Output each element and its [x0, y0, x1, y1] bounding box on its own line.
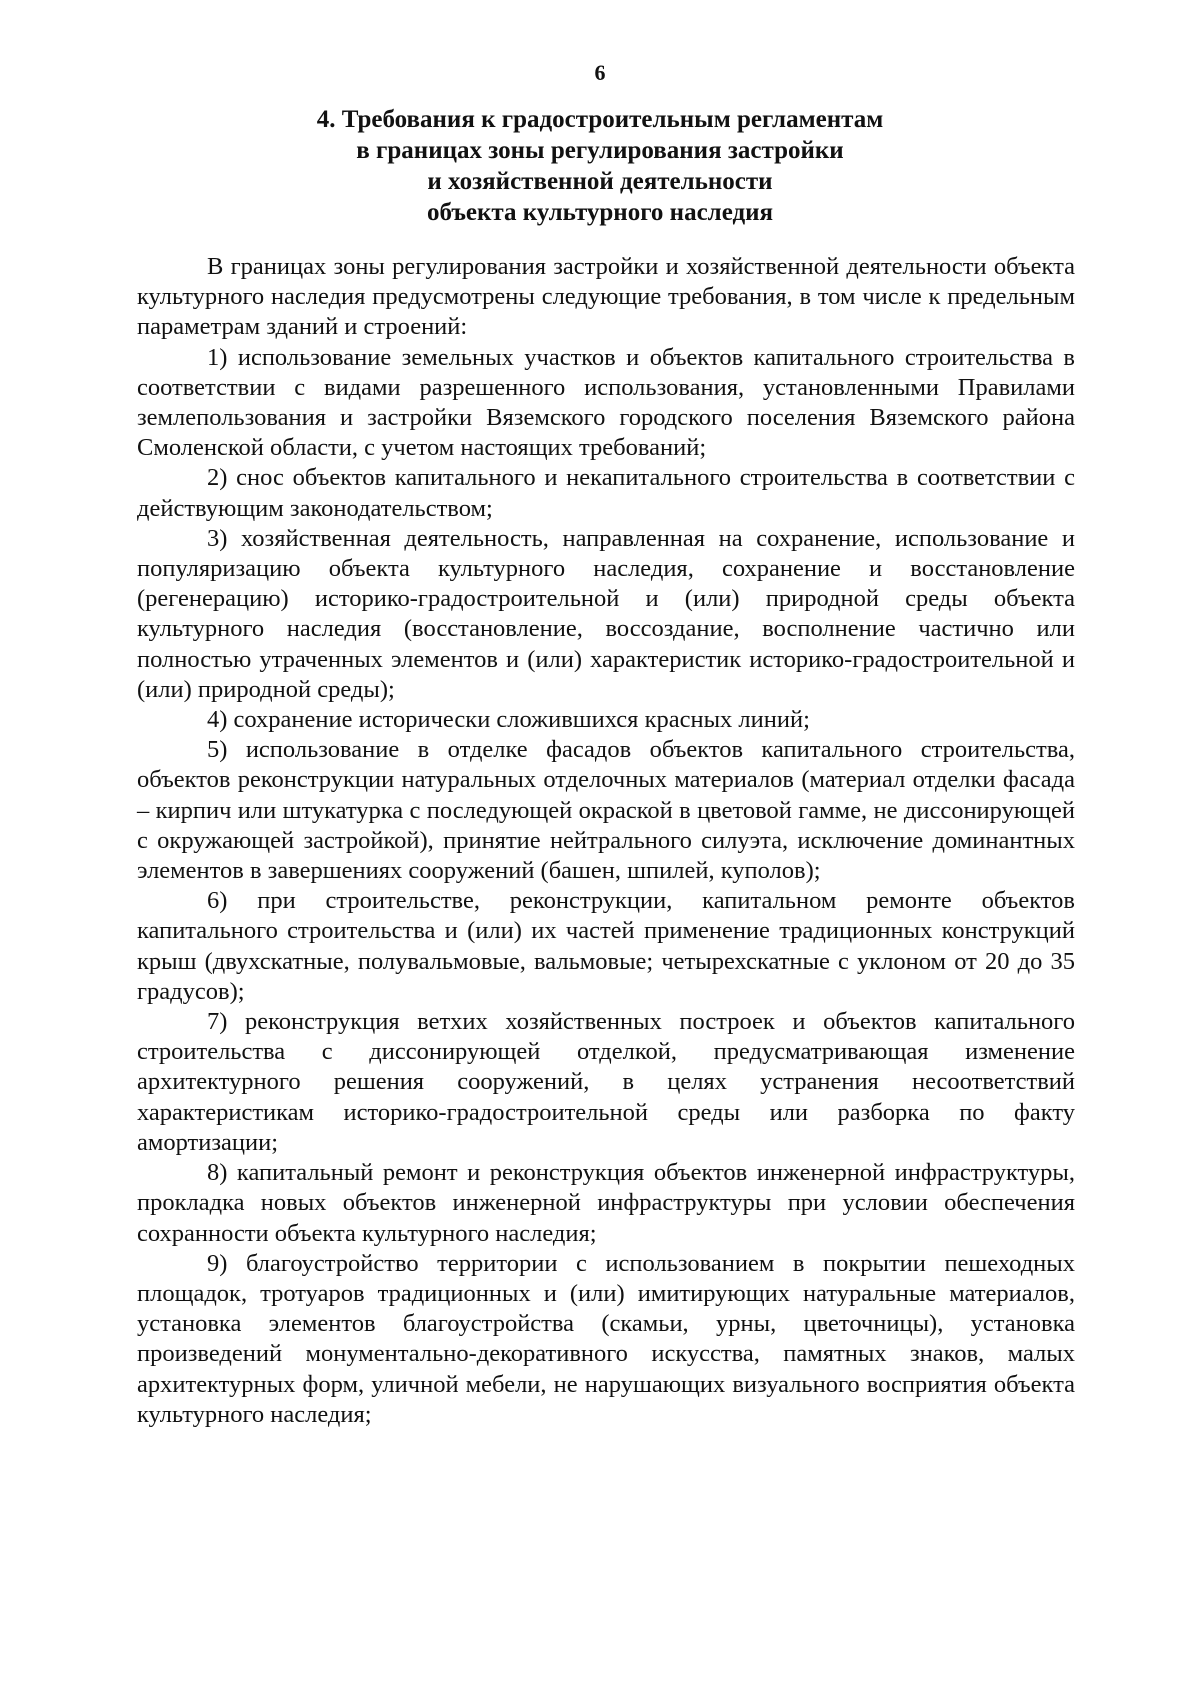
- requirement-item-9: 9) благоустройство территории с использованием в покрытии пешеходных площадок, тротуаров традиционных и (или) имитирующих натуральные материалов, установка элементов благоустройства (скамьи, урны, цветочницы), установка произведений монументально-декоративного искусства, памятных знаков, малых архитектурных форм, уличной мебели, не нарушающих визуального восприятия объекта культурного наследия;: [137, 1249, 1075, 1428]
- heading-line: и хозяйственной деятельности: [427, 168, 773, 195]
- heading-line: 4. Требования к градостроительным регламентам: [316, 106, 884, 133]
- document-body: [137, 252, 1075, 1430]
- requirement-item-2: 2) снос объектов капитального и некапитального строительства в соответствии с действующим законодательством;: [137, 464, 1075, 522]
- requirement-item-1: 1) использование земельных участков и объектов капитального строительства в соответствии с видами разрешенного использования, установленными Правилами землепользования и застройки Вяземского городского поселения Вяземского района Смоленской области, с учетом настоящих требований;: [137, 343, 1075, 462]
- intro-paragraph: В границах зоны регулирования застройки и хозяйственной деятельности объекта культурного наследия предусмотрены следующие требования, в том числе к предельным параметрам зданий и строений:: [137, 253, 1075, 341]
- section-heading: [200, 104, 1000, 228]
- page-number: 6: [594, 60, 606, 85]
- requirement-item-4: 4) сохранение исторически сложившихся красных линий;: [207, 706, 810, 734]
- requirement-item-8: 8) капитальный ремонт и реконструкция объектов инженерной инфраструктуры, прокладка новых объектов инженерной инфраструктуры при условии обеспечения сохранности объекта культурного наследия;: [137, 1159, 1075, 1247]
- heading-line: в границах зоны регулирования застройки: [356, 137, 844, 164]
- requirement-item-5: 5) использование в отделке фасадов объектов капитального строительства, объектов реконструкции натуральных отделочных материалов (материал отделки фасада – кирпич или штукатурка с последующей окраской в цветовой гамме, не диссонирующей с окружающей застройкой), принятие нейтрального силуэта, исключение доминантных элементов в завершениях сооружений (башен, шпилей, куполов);: [137, 736, 1075, 885]
- requirement-item-6: 6) при строительстве, реконструкции, капитальном ремонте объектов капитального строительства и (или) их частей применение традиционных конструкций крыш (двухскатные, полувальмовые, вальмовые; четырехскатные с уклоном от 20 до 35 градусов);: [137, 887, 1075, 1005]
- requirement-item-7: 7) реконструкция ветхих хозяйственных построек и объектов капитального строительства с диссонирующей отделкой, предусматривающая изменение архитектурного решения сооружений, в целях устранения несоответствий характеристикам историко-градостроительной среды или разборка по факту амортизации;: [137, 1008, 1075, 1156]
- requirement-item-3: 3) хозяйственная деятельность, направленная на сохранение, использование и популяризацию объекта культурного наследия, сохранение и восстановление (регенерацию) историко-градостроительной и (или) природной среды объекта культурного наследия (восстановление, воссоздание, восполнение частично или полностью утраченных элементов и (или) характеристик историко-градостроительной и (или) природной среды);: [137, 524, 1075, 703]
- heading-line: объекта культурного наследия: [426, 199, 774, 226]
